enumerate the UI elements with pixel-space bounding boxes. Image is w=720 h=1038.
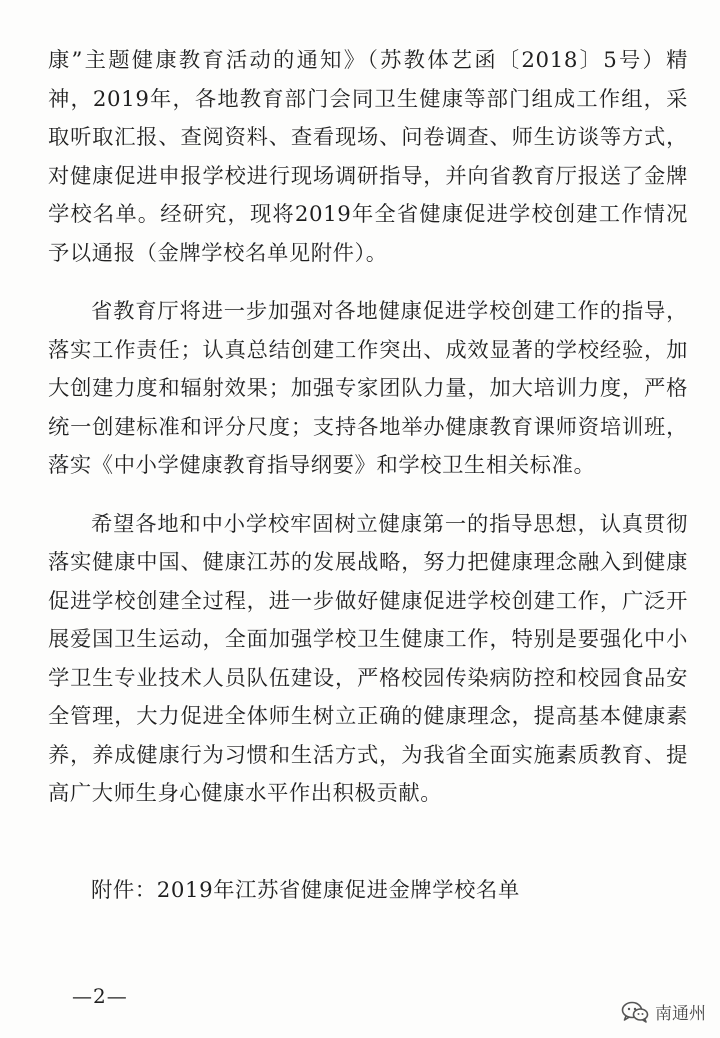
page-number: —2—: [72, 984, 128, 1008]
document-body: [48, 42, 688, 814]
paragraph-2: 省教育厅将进一步加强对各地健康促进学校创建工作的指导，落实工作责任；认真总结创建工作突出、成效显著的学校经验，加大创建力度和辐射效果；加强专家团队力量，加大培训力度，严格统一创建标准和评分尺度；支持各地举办健康教育课师资培训班，落实《中小学健康教育指导纲要》和学校卫生相关标准。: [48, 299, 688, 478]
paragraph-3: 希望各地和中小学校牢固树立健康第一的指导思想，认真贯彻落实健康中国、健康江苏的发展战略，努力把健康理念融入到健康促进学校创建全过程，进一步做好健康促进学校创建工作，广泛开展爱国卫生运动，全面加强学校卫生健康工作，特别是要强化中小学卫生专业技术人员队伍建设，严格校园传染病防控和校园食品安全管理，大力促进全体师生树立正确的健康理念，提高基本健康素养，养成健康行为习惯和生活方式，为我省全面实施素质教育、提高广大师生身心健康水平作出积极贡献。: [48, 511, 688, 806]
wechat-icon: [621, 1001, 649, 1023]
attachment-note: 附件：2019年江苏省健康促进金牌学校名单: [91, 878, 520, 903]
watermark: [621, 999, 706, 1024]
paragraph-1: 康”主题健康教育活动的通知》（苏教体艺函〔2018〕5号）精神，2019年，各地教育部门会同卫生健康等部门组成工作组，采取听取汇报、查阅资料、查看现场、问卷调查、师生访谈等方式，对健康促进申报学校进行现场调研指导，并向省教育厅报送了金牌学校名单。经研究，现将2019年全省健康促进学校创建工作情况予以通报（金牌学校名单见附件）。: [48, 48, 688, 266]
watermark-label: 南通州: [655, 1004, 706, 1024]
